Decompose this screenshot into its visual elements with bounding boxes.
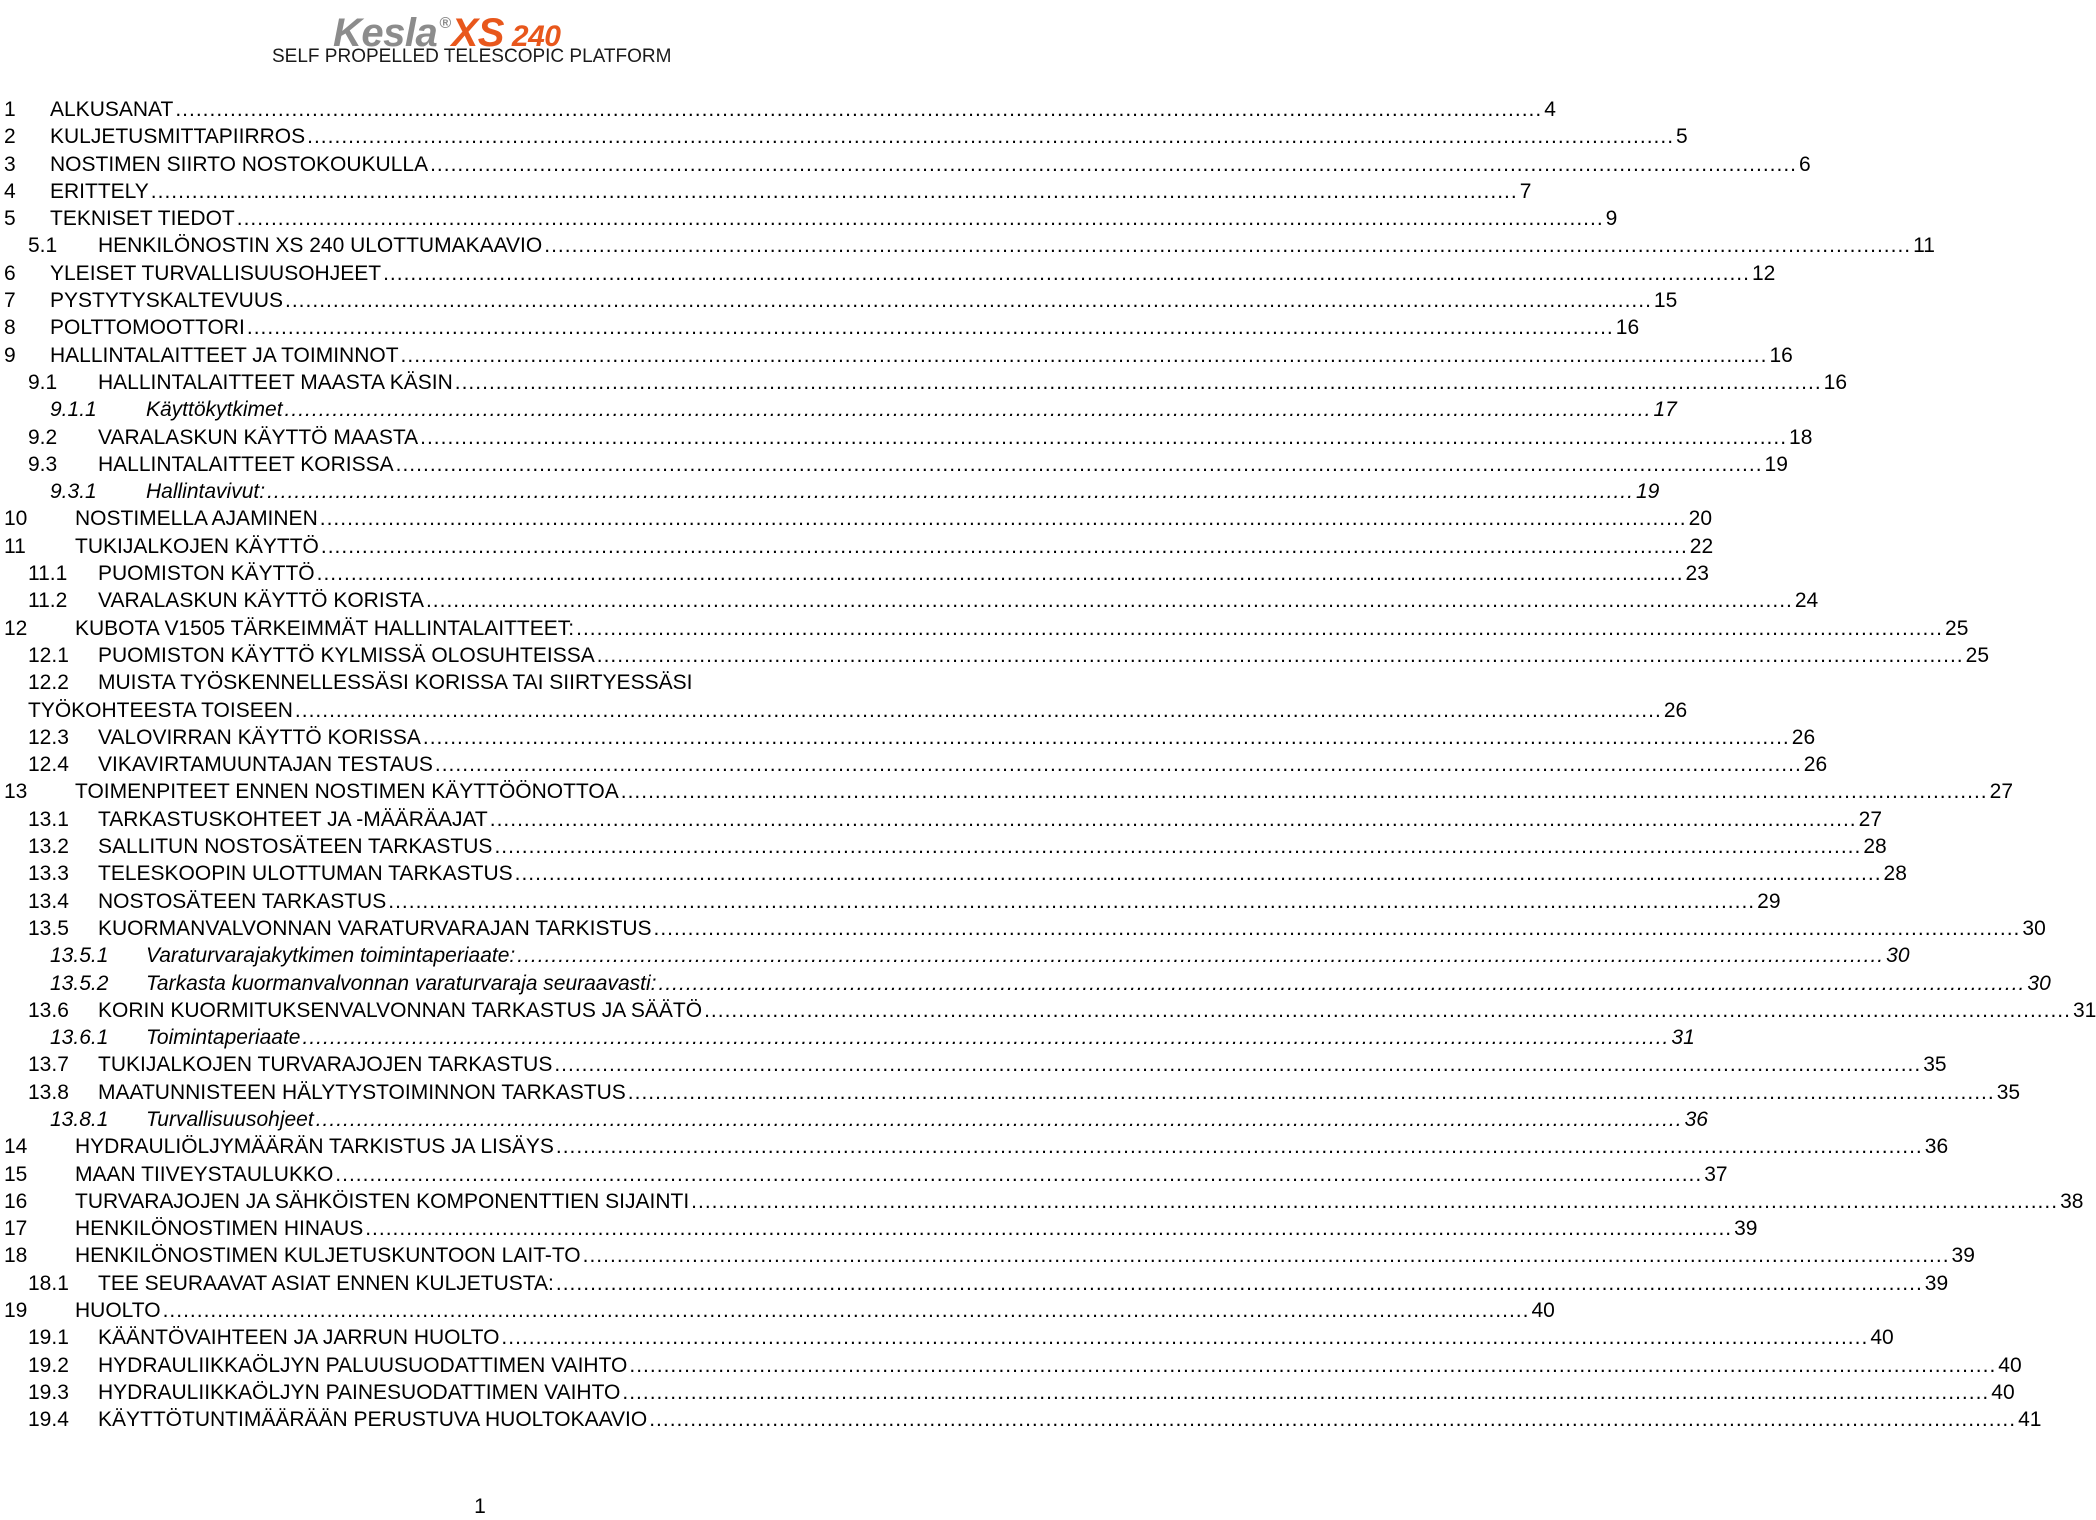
toc-dot-leader: ........................................................................................................................................................................................................ xyxy=(514,862,1882,886)
toc-dot-leader: ........................................................................................................................................................................................................ xyxy=(383,261,1750,285)
toc-dot-leader: ........................................................................................................................................................................................................ xyxy=(365,1217,1733,1241)
toc-entry-number: 13.5.2 xyxy=(50,971,109,995)
toc-entry-number: 13.1 xyxy=(28,807,69,831)
toc-entry-number: 9.1 xyxy=(28,370,58,394)
toc-entry-number: 12.1 xyxy=(28,643,69,667)
toc-entry-number: 14 xyxy=(4,1135,28,1159)
toc-entry[interactable] xyxy=(0,342,1793,369)
toc-dot-leader: ........................................................................................................................................................................................................ xyxy=(319,507,1687,531)
toc-entry-number: 11 xyxy=(4,534,26,558)
toc-entry-page: 39 xyxy=(1924,1271,1949,1295)
toc-entry-page: 16 xyxy=(1823,370,1848,394)
toc-entry-number: 9.1.1 xyxy=(50,398,97,422)
toc-entry-page: 9 xyxy=(1605,207,1618,231)
toc-entry-title: PYSTYTYSKALTEVUUS xyxy=(50,289,284,313)
toc-entry-number: 10 xyxy=(4,507,28,531)
toc-entry-number: 13.6 xyxy=(28,998,69,1022)
toc-entry-number: 16 xyxy=(4,1189,28,1213)
toc-entry-number: 8 xyxy=(4,316,16,340)
toc-dot-leader: ........................................................................................................................................................................................................ xyxy=(425,589,1793,613)
toc-entry-number: 11.2 xyxy=(28,589,68,613)
toc-entry-title: HALLINTALAITTEET MAASTA KÄSIN xyxy=(98,370,453,394)
toc-entry-title: HYDRAULIIKKAÖLJYN PALUUSUODATTIMEN VAIHTO xyxy=(98,1353,628,1377)
toc-entry-title: POLTTOMOOTTORI xyxy=(50,316,245,340)
toc-entry-page: 36 xyxy=(1684,1107,1708,1131)
toc-entry[interactable] xyxy=(0,1324,1894,1351)
toc-dot-leader: ........................................................................................................................................................................................................ xyxy=(704,998,2071,1022)
toc-entry[interactable] xyxy=(0,1352,2022,1379)
toc-entry-title: KULJETUSMITTAPIIRROS xyxy=(50,125,306,149)
page-number: 1 xyxy=(474,1495,486,1518)
toc-entry-page: 4 xyxy=(1544,98,1556,121)
toc-dot-leader: ........................................................................................................................................................................................................ xyxy=(555,1135,1923,1159)
toc-dot-leader: ........................................................................................................................................................................................................ xyxy=(284,398,1652,422)
toc-entry[interactable] xyxy=(0,915,2046,942)
toc-entry-title: HYDRAULIÖLJYMÄÄRÄN TARKISTUS JA LISÄYS xyxy=(75,1135,554,1159)
toc-entry-title-continuation: TYÖKOHTEESTA TOISEEN xyxy=(28,698,293,722)
toc-entry-page: 41 xyxy=(2018,1408,2042,1432)
toc-dot-leader: ........................................................................................................................................................................................................ xyxy=(434,753,1802,777)
toc-entry[interactable] xyxy=(0,560,1709,587)
toc-entry-number: 19.1 xyxy=(28,1326,69,1350)
toc-entry-number: 13.8.1 xyxy=(50,1107,109,1131)
toc-entry-page: 30 xyxy=(2022,916,2046,940)
toc-entry-number: 5 xyxy=(4,207,16,231)
toc-entry[interactable] xyxy=(0,1297,1555,1324)
toc-entry-title: NOSTOSÄTEEN TARKASTUS xyxy=(98,889,387,913)
toc-entry-page: 5 xyxy=(1676,125,1688,149)
toc-entry-page: 28 xyxy=(1863,835,1887,859)
toc-entry-page: 26 xyxy=(1791,725,1816,749)
toc-dot-leader: ........................................................................................................................................................................................................ xyxy=(150,179,1518,203)
toc-entry[interactable] xyxy=(0,724,1816,751)
toc-entry[interactable] xyxy=(0,505,1712,532)
toc-dot-leader: ........................................................................................................................................................................................................ xyxy=(627,1080,1995,1104)
toc-entry[interactable] xyxy=(0,1406,2042,1433)
toc-entry-page: 11 xyxy=(1913,234,1935,258)
logo-brand: Kesla xyxy=(333,11,438,55)
toc-entry-page: 6 xyxy=(1799,152,1811,176)
toc-dot-leader: ........................................................................................................................................................................................................ xyxy=(422,725,1790,749)
toc-entry-number: 1 xyxy=(4,98,16,121)
toc-dot-leader: ........................................................................................................................................................................................................ xyxy=(649,1408,2017,1432)
toc-entry-page: 19 xyxy=(1764,452,1788,476)
toc-dot-leader: ........................................................................................................................................................................................................ xyxy=(489,807,1857,831)
toc-entry-number: 13.4 xyxy=(28,889,69,913)
toc-entry-number: 17 xyxy=(4,1217,28,1241)
toc-entry[interactable] xyxy=(0,232,1935,259)
toc-entry[interactable] xyxy=(0,1188,2084,1215)
toc-entry-page: 19 xyxy=(1635,480,1660,504)
toc-entry-number: 12.2 xyxy=(28,671,69,695)
toc-dot-leader: ........................................................................................................................................................................................................ xyxy=(494,835,1862,859)
toc-dot-leader: ........................................................................................................................................................................................................ xyxy=(622,1380,1990,1404)
toc-entry-title: PUOMISTON KÄYTTÖ KYLMISSÄ OLOSUHTEISSA xyxy=(98,643,595,667)
toc-dot-leader: ........................................................................................................................................................................................................ xyxy=(555,1271,1923,1295)
toc-entry-number: 13.6.1 xyxy=(50,1026,109,1050)
toc-entry[interactable] xyxy=(0,178,1532,205)
toc-entry-title: TURVARAJOJEN JA SÄHKÖISTEN KOMPONENTTIEN SIJAINTI xyxy=(75,1189,690,1213)
toc-entry[interactable] xyxy=(0,970,2051,997)
toc-dot-leader: ........................................................................................................................................................................................................ xyxy=(388,889,1756,913)
toc-entry-title: TOIMENPITEET ENNEN NOSTIMEN KÄYTTÖÖNOTTOA xyxy=(75,780,619,804)
toc-dot-leader: ........................................................................................................................................................................................................ xyxy=(175,98,1543,121)
toc-entry-number: 6 xyxy=(4,261,16,285)
toc-dot-leader: ........................................................................................................................................................................................................ xyxy=(320,534,1688,558)
toc-entry-title: HENKILÖNOSTIMEN HINAUS xyxy=(75,1217,364,1241)
toc-entry-page: 26 xyxy=(1803,753,1828,777)
toc-entry-page: 30 xyxy=(2027,971,2051,995)
toc-entry-title: ALKUSANAT xyxy=(50,98,174,121)
toc-dot-leader: ........................................................................................................................................................................................................ xyxy=(302,1026,1670,1050)
toc-entry-number: 18 xyxy=(4,1244,28,1268)
toc-entry[interactable] xyxy=(0,123,1688,150)
toc-entry-page: 40 xyxy=(1531,1299,1555,1323)
toc-dot-leader: ........................................................................................................................................................................................................ xyxy=(162,1299,1530,1323)
toc-entry-page: 37 xyxy=(1704,1162,1728,1186)
toc-entry-title: PUOMISTON KÄYTTÖ xyxy=(98,562,315,586)
toc-entry-number: 18.1 xyxy=(28,1271,69,1295)
toc-entry-title: HALLINTALAITTEET JA TOIMINNOT xyxy=(50,343,399,367)
toc-entry[interactable] xyxy=(0,369,1848,396)
toc-entry[interactable] xyxy=(0,478,1660,505)
document-subtitle: SELF PROPELLED TELESCOPIC PLATFORM xyxy=(272,46,672,67)
toc-entry[interactable] xyxy=(0,1133,1949,1160)
toc-entry-title: TEKNISET TIEDOT xyxy=(50,207,235,231)
toc-entry[interactable] xyxy=(0,778,2013,805)
toc-entry-title: TUKIJALKOJEN KÄYTTÖ xyxy=(75,534,319,558)
toc-entry-number: 19.4 xyxy=(28,1408,69,1432)
logo-registered-mark: ® xyxy=(439,15,451,32)
toc-entry[interactable] xyxy=(0,751,1828,778)
toc-entry-number: 2 xyxy=(4,125,16,149)
document-header xyxy=(0,0,960,75)
toc-entry-title: KORIN KUORMITUKSENVALVONNAN TARKASTUS JA SÄÄTÖ xyxy=(98,998,703,1022)
toc-entry-title: VALOVIRRAN KÄYTTÖ KORISSA xyxy=(98,725,421,749)
toc-entry[interactable] xyxy=(0,314,1640,341)
toc-entry-number: 12.4 xyxy=(28,753,69,777)
toc-entry-title: KÄYTTÖTUNTIMÄÄRÄÄN PERUSTUVA HUOLTOKAAVIO xyxy=(98,1408,648,1432)
toc-entry[interactable] xyxy=(0,424,1813,451)
toc-dot-leader: ........................................................................................................................................................................................................ xyxy=(395,452,1763,476)
toc-entry-title: YLEISET TURVALLISUUSOHJEET xyxy=(50,261,382,285)
toc-entry-title: VIKAVIRTAMUUNTAJAN TESTAUS xyxy=(98,753,433,777)
toc-entry-title: HENKILÖNOSTIMEN KULJETUSKUNTOON LAIT-TO xyxy=(75,1244,581,1268)
toc-entry-page: 26 xyxy=(1663,698,1688,722)
toc-entry-number: 7 xyxy=(4,289,16,313)
toc-entry-title: HALLINTALAITTEET KORISSA xyxy=(98,452,394,476)
toc-dot-leader: ........................................................................................................................................................................................................ xyxy=(653,916,2021,940)
toc-dot-leader: ........................................................................................................................................................................................................ xyxy=(400,343,1768,367)
toc-entry[interactable] xyxy=(0,1051,1947,1078)
toc-entry-page: 18 xyxy=(1789,425,1813,449)
logo-model-number: 240 xyxy=(511,20,561,53)
toc-entry-page: 29 xyxy=(1757,889,1781,913)
toc-entry-page: 40 xyxy=(1870,1326,1894,1350)
toc-entry-title: HUOLTO xyxy=(75,1299,161,1323)
toc-entry-number: 9.3 xyxy=(28,452,58,476)
toc-entry-title: KUORMANVALVONNAN VARATURVARAJAN TARKISTUS xyxy=(98,916,652,940)
toc-entry-page: 17 xyxy=(1653,398,1677,422)
toc-entry[interactable] xyxy=(0,205,1618,232)
toc-entry-number: 19 xyxy=(4,1299,28,1323)
toc-entry[interactable] xyxy=(0,533,1714,560)
toc-entry-page: 16 xyxy=(1615,316,1640,340)
toc-entry-number: 4 xyxy=(4,179,16,203)
toc-entry[interactable] xyxy=(0,642,1989,669)
toc-entry[interactable] xyxy=(0,587,1819,614)
toc-dot-leader: ........................................................................................................................................................................................................ xyxy=(335,1162,1703,1186)
toc-dot-leader: ........................................................................................................................................................................................................ xyxy=(501,1326,1869,1350)
toc-entry[interactable] xyxy=(0,260,1776,287)
toc-entry-number: 13.3 xyxy=(28,862,69,886)
toc-entry-page: 36 xyxy=(1924,1135,1949,1159)
toc-entry-page: 30 xyxy=(1886,944,1910,968)
toc-entry-page: 25 xyxy=(1965,643,1989,667)
toc-entry-page: 16 xyxy=(1769,343,1793,367)
toc-entry-title: SALLITUN NOSTOSÄTEEN TARKASTUS xyxy=(98,835,493,859)
toc-entry-title: ERITTELY xyxy=(50,179,149,203)
toc-entry[interactable] xyxy=(0,860,1907,887)
toc-entry-page: 40 xyxy=(1991,1380,2015,1404)
toc-dot-leader: ........................................................................................................................................................................................................ xyxy=(315,1107,1683,1131)
toc-entry-title: VARALASKUN KÄYTTÖ MAASTA xyxy=(98,425,419,449)
toc-dot-leader: ........................................................................................................................................................................................................ xyxy=(544,234,1912,258)
toc-entry-title: VARALASKUN KÄYTTÖ KORISTA xyxy=(98,589,424,613)
toc-entry-number: 11.1 xyxy=(28,562,68,586)
toc-dot-leader: ........................................................................................................................................................................................................ xyxy=(691,1189,2059,1213)
toc-entry[interactable] xyxy=(0,1024,1695,1051)
toc-dot-leader: ........................................................................................................................................................................................................ xyxy=(629,1353,1997,1377)
toc-entry[interactable] xyxy=(0,997,2096,1024)
toc-entry-number: 3 xyxy=(4,152,16,176)
toc-dot-leader: ........................................................................................................................................................................................................ xyxy=(307,125,1675,149)
toc-entry-page: 39 xyxy=(1734,1217,1758,1241)
toc-entry-page: 31 xyxy=(2072,998,2096,1022)
toc-dot-leader: ........................................................................................................................................................................................................ xyxy=(430,152,1797,176)
toc-entry-number: 9.2 xyxy=(28,425,58,449)
toc-entry-page: 40 xyxy=(1998,1353,2022,1377)
toc-entry-title: Tarkasta kuormanvalvonnan varaturvaraja seuraavasti: xyxy=(146,971,657,995)
toc-dot-leader: ........................................................................................................................................................................................................ xyxy=(294,698,1662,722)
toc-entry-title: MUISTA TYÖSKENNELLESSÄSI KORISSA TAI SIIRTYESSÄSI xyxy=(98,671,693,695)
toc-entry-page: 31 xyxy=(1671,1026,1695,1050)
toc-entry-page: 39 xyxy=(1951,1244,1975,1268)
toc-entry[interactable] xyxy=(0,1270,1949,1297)
toc-entry-number: 13.2 xyxy=(28,835,69,859)
toc-entry[interactable] xyxy=(0,451,1788,478)
toc-entry-number: 13.5 xyxy=(28,916,69,940)
toc-entry-number: 9.3.1 xyxy=(50,480,97,504)
toc-entry-page: 15 xyxy=(1653,289,1678,313)
toc-dot-leader: ........................................................................................................................................................................................................ xyxy=(267,480,1634,504)
toc-entry-page: 27 xyxy=(1989,780,2013,804)
toc-dot-leader: ........................................................................................................................................................................................................ xyxy=(316,562,1684,586)
toc-entry[interactable] xyxy=(0,806,1882,833)
toc-entry-page: 35 xyxy=(1996,1080,2021,1104)
toc-dot-leader: ........................................................................................................................................................................................................ xyxy=(246,316,1614,340)
toc-entry-number: 13.5.1 xyxy=(50,944,109,968)
toc-entry[interactable] xyxy=(0,1242,1975,1269)
toc-dot-leader: ........................................................................................................................................................................................................ xyxy=(554,1053,1922,1077)
toc-entry-number: 13 xyxy=(4,780,28,804)
toc-entry-page: 7 xyxy=(1519,179,1532,203)
toc-entry-number: 15 xyxy=(4,1162,28,1186)
toc-entry-page: 24 xyxy=(1794,589,1819,613)
toc-entry[interactable] xyxy=(0,1379,2015,1406)
toc-dot-leader: ........................................................................................................................................................................................................ xyxy=(420,425,1788,449)
toc-entry[interactable] xyxy=(0,615,1969,642)
toc-dot-leader: ........................................................................................................................................................................................................ xyxy=(576,616,1944,640)
toc-entry[interactable] xyxy=(0,287,1678,314)
toc-entry-number: 19.2 xyxy=(28,1353,69,1377)
toc-entry[interactable] xyxy=(0,942,1910,969)
toc-entry-page: 12 xyxy=(1751,261,1776,285)
toc-dot-leader: ........................................................................................................................................................................................................ xyxy=(620,780,1988,804)
toc-entry-page: 22 xyxy=(1689,534,1714,558)
toc-entry-title: TELESKOOPIN ULOTTUMAN TARKASTUS xyxy=(98,862,513,886)
toc-entry-number: 12 xyxy=(4,616,28,640)
toc-entry-title: Toimintaperiaate xyxy=(146,1026,301,1050)
toc-entry-title: MAATUNNISTEEN HÄLYTYSTOIMINNON TARKASTUS xyxy=(98,1080,626,1104)
toc-entry-title: HENKILÖNOSTIN XS 240 ULOTTUMAKAAVIO xyxy=(98,234,543,258)
toc-entry[interactable] xyxy=(0,151,1811,178)
toc-entry-title: Hallintavivut: xyxy=(146,480,266,504)
toc-dot-leader: ........................................................................................................................................................................................................ xyxy=(454,370,1822,394)
toc-entry[interactable] xyxy=(0,833,1887,860)
toc-dot-leader: ........................................................................................................................................................................................................ xyxy=(658,971,2026,995)
toc-entry[interactable] xyxy=(0,1079,2021,1106)
toc-entry[interactable] xyxy=(0,396,1677,423)
toc-entry-title: TARKASTUSKOHTEET JA -MÄÄRÄAJAT xyxy=(98,807,488,831)
toc-entry-title: TEE SEURAAVAT ASIAT ENNEN KULJETUSTA: xyxy=(98,1271,554,1295)
toc-entry-page: 25 xyxy=(1945,616,1969,640)
toc-entry-title: TUKIJALKOJEN TURVARAJOJEN TARKASTUS xyxy=(98,1053,553,1077)
toc-entry-continuation[interactable] xyxy=(0,697,1688,724)
toc-entry-title: KÄÄNTÖVAIHTEEN JA JARRUN HUOLTO xyxy=(98,1326,500,1350)
toc-entry-number: 5.1 xyxy=(28,234,58,258)
toc-dot-leader: ........................................................................................................................................................................................................ xyxy=(596,643,1964,667)
toc-entry-number: 13.7 xyxy=(28,1053,69,1077)
toc-entry-number: 9 xyxy=(4,343,16,367)
toc-entry-number: 13.8 xyxy=(28,1080,69,1104)
toc-entry-title: MAAN TIIVEYSTAULUKKO xyxy=(75,1162,334,1186)
toc-entry-title: KUBOTA V1505 TÄRKEIMMÄT HALLINTALAITTEET: xyxy=(75,616,575,640)
toc-dot-leader: ........................................................................................................................................................................................................ xyxy=(582,1244,1950,1268)
toc-entry-title: HYDRAULIIKKAÖLJYN PAINESUODATTIMEN VAIHTO xyxy=(98,1380,621,1404)
toc-entry[interactable] xyxy=(0,1106,1708,1133)
table-of-contents xyxy=(0,96,2096,1434)
toc-entry[interactable] xyxy=(0,888,1781,915)
toc-entry[interactable] xyxy=(0,96,1556,123)
toc-entry-page: 38 xyxy=(2060,1189,2084,1213)
logo-model: XS xyxy=(451,11,504,55)
toc-entry-title: NOSTIMELLA AJAMINEN xyxy=(75,507,318,531)
toc-entry-page: 35 xyxy=(1923,1053,1947,1077)
toc-entry[interactable] xyxy=(0,1161,1728,1188)
toc-entry[interactable] xyxy=(0,1215,1758,1242)
toc-entry-number: 12.3 xyxy=(28,725,69,749)
toc-entry-title: NOSTIMEN SIIRTO NOSTOKOUKULLA xyxy=(50,152,429,176)
toc-entry[interactable] xyxy=(0,669,960,696)
toc-entry-title: Turvallisuusohjeet xyxy=(146,1107,314,1131)
toc-entry-title: Varaturvarajakytkimen toimintaperiaate: xyxy=(146,944,516,968)
toc-entry-number: 19.3 xyxy=(28,1380,69,1404)
toc-entry-page: 20 xyxy=(1688,507,1712,531)
toc-entry-page: 28 xyxy=(1883,862,1907,886)
toc-entry-page: 23 xyxy=(1685,562,1709,586)
toc-entry-page: 27 xyxy=(1858,807,1882,831)
toc-entry-title: Käyttökytkimet xyxy=(146,398,283,422)
toc-dot-leader: ........................................................................................................................................................................................................ xyxy=(285,289,1652,313)
toc-dot-leader: ........................................................................................................................................................................................................ xyxy=(236,207,1604,231)
toc-dot-leader: ........................................................................................................................................................................................................ xyxy=(517,944,1885,968)
